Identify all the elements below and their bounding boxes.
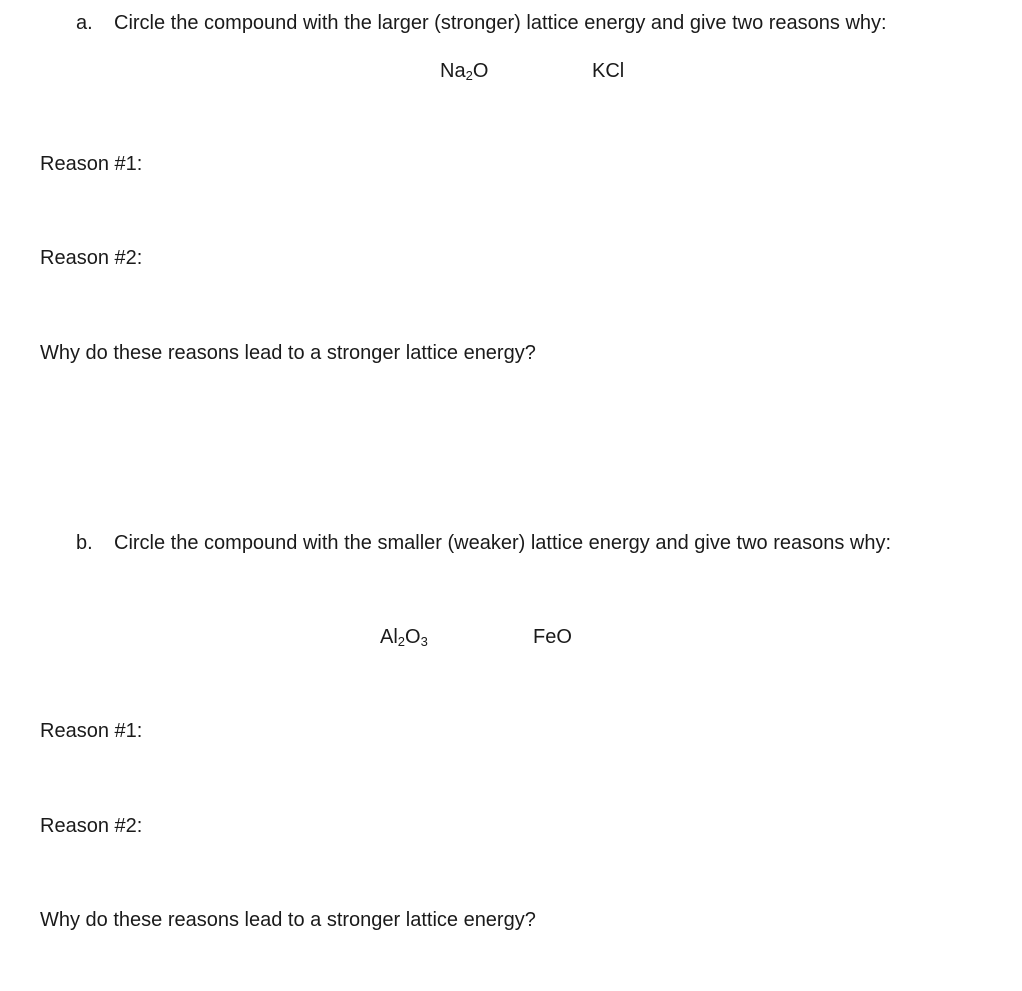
question-a-prompt [76,11,887,35]
question-b-text: Circle the compound with the smaller (weaker) lattice energy and give two reasons why: [114,532,892,554]
compound-al2o3: $Al_2O_3$ [380,626,428,649]
question-b-prompt [76,531,891,555]
reason-1-label-a: Reason #1: [40,153,143,175]
question-b-letter: b. [76,532,93,554]
compound-feo: FeO [533,626,572,648]
compound-kcl: KCl [592,60,625,82]
why-question-a: Why do these reasons lead to a stronger lattice energy? [40,342,536,364]
why-question-b: Why do these reasons lead to a stronger lattice energy? [40,909,536,931]
question-a-letter: a. [76,12,93,34]
compound-na2o: $Na_2O$ [440,60,489,83]
reason-2-label-b: Reason #2: [40,815,143,837]
reason-2-label-a: Reason #2: [40,247,143,269]
question-a-text: Circle the compound with the larger (stronger) lattice energy and give two reasons why: [114,12,887,34]
reason-1-label-b: Reason #1: [40,720,143,742]
